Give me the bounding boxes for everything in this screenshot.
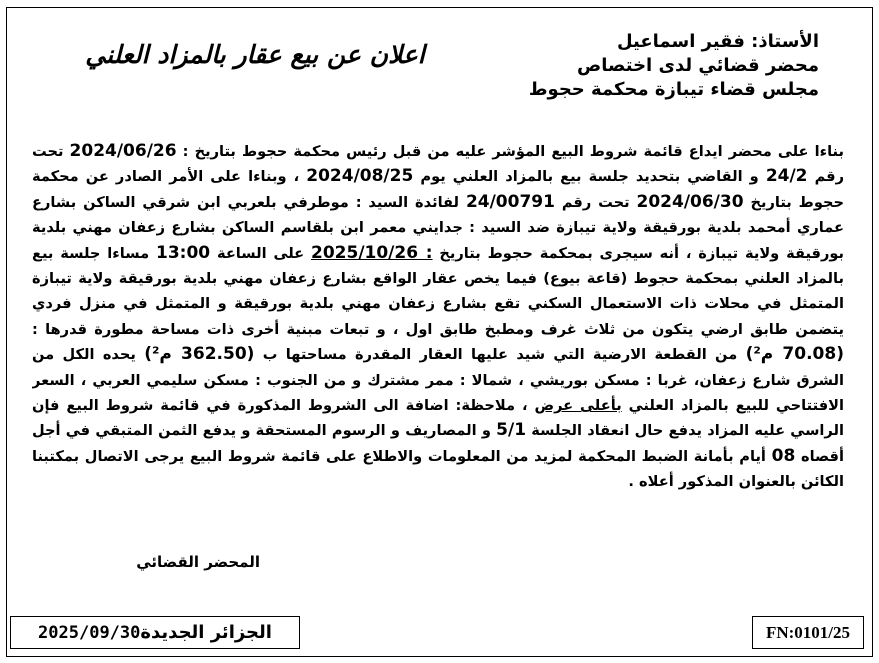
- signature: المحضر القضائي: [136, 553, 260, 571]
- body-text-segment: ، ملاحظة: اضافة الى الشروط المذكورة في قائمة شروط البيع فإن الراسي عليه المزاد يدفع حال انعقاد الجلسة: [32, 397, 844, 440]
- body-text-segment: و القاضي بتحديد جلسة بيع بالمزاد العلني يوم: [413, 168, 766, 186]
- sender-block: [489, 30, 819, 102]
- auction-date: : 2025/10/26: [311, 242, 433, 263]
- body-text-segment: و المصاريف و الرسوم المستحقة و يدفع الثمن المتبقي في أجل أقصاه: [32, 422, 844, 465]
- land-area: (362.50 م²): [144, 344, 255, 365]
- footer-reference-box: [752, 616, 864, 649]
- body-text-segment: تحت رقم: [32, 143, 844, 186]
- notice-headline: اعلان عن بيع عقار بالمزاد العلني: [85, 40, 425, 69]
- payment-days: 08: [771, 445, 796, 466]
- first-auction-date: 2024/08/25: [306, 166, 414, 187]
- sender-title: محضر قضائي لدى اختصاص: [577, 55, 819, 76]
- newspaper-name: الجزائر الجديدة: [140, 622, 272, 643]
- auction-time: 13:00: [155, 242, 211, 263]
- body-text-segment: يحده الكل من الشرق شارع زعفان، غربا : مسكن بوريشي ، شمالا : ممر مشترك و من الجنوب : مسكن سليمي العربي ، السعر الافتتاحي للبيع بالمزاد العلني: [32, 346, 844, 415]
- order-number: 24/00791: [465, 191, 555, 212]
- body-text-segment: لفائدة السيد : موطرفي بلعربي ابن شرقي الساكن بشارع عماري أمحمد بلدية بورقيقة ولاية تيبازة ضد السيد : جدايني معمر ابن بلقاسم الساكن بشارع زعفان مهني بلدية بورقيقة ولاية تيبازة ، أنه سيجرى بمحكمة حجوط بتاريخ: [32, 193, 844, 262]
- highest-offer: بأعلى عرض: [534, 397, 622, 415]
- reference-number: FN:0101/25: [765, 622, 851, 642]
- body-text-segment: بناءا على محضر ايداع قائمة شروط البيع المؤشر عليه من قبل رئيس محكمة حجوط بتاريخ :: [176, 143, 844, 160]
- sender-court: مجلس قضاء تيبازة محكمة حجوط: [528, 79, 819, 100]
- built-area: (70.08 م²): [745, 344, 844, 365]
- body-text-segment: مساءا جلسة بيع بالمزاد العلني بمحكمة حجوط (قاعة بيوع) فيما يخص عقار الواقع بشارع زعفان مهني بلدية بورقيقة ولاية تيبازة المتمثل في محلات ذات الاستعمال السكني تقع بشارع زعفان مهني بلدية بورقيقة و المتمثل في منزل فردي يتضمن طابق ارضي يتكون من ثلاث غرف ومطبخ طابق اول ، و تبعات مبنية أخرى ذات مساحة مطورة قدرها :: [32, 244, 844, 338]
- deposit-number: 24/2: [765, 166, 808, 187]
- footer-newspaper-box: [10, 616, 300, 649]
- body-text-segment: تحت رقم: [554, 193, 637, 211]
- body-text-segment: من القطعة الارضية التي شيد عليها العقار المقدرة مساحتها ب: [254, 346, 746, 364]
- body-text-segment: على الساعة: [210, 244, 311, 262]
- body-text-segment: أيام بأمانة الضبط المحكمة لمزيد من المعلومات والاطلاع على قائمة شروط البيع يرجى الاتصال بمكتبنا الكائن بالعنوان المذكور أعلاه .: [32, 447, 844, 491]
- sender-name: الأستاذ: فقير اسماعيل: [616, 31, 819, 52]
- body-text-segment: ، وبناءا على الأمر الصادر عن محكمة حجوط بتاريخ: [32, 168, 844, 211]
- payment-fraction: 5/1: [496, 420, 527, 441]
- notice-body: [32, 139, 844, 549]
- publication-date: 2025/09/30: [38, 622, 141, 643]
- order-date: 2024/06/30: [636, 191, 744, 212]
- deposit-date: 2024/06/26: [69, 141, 177, 161]
